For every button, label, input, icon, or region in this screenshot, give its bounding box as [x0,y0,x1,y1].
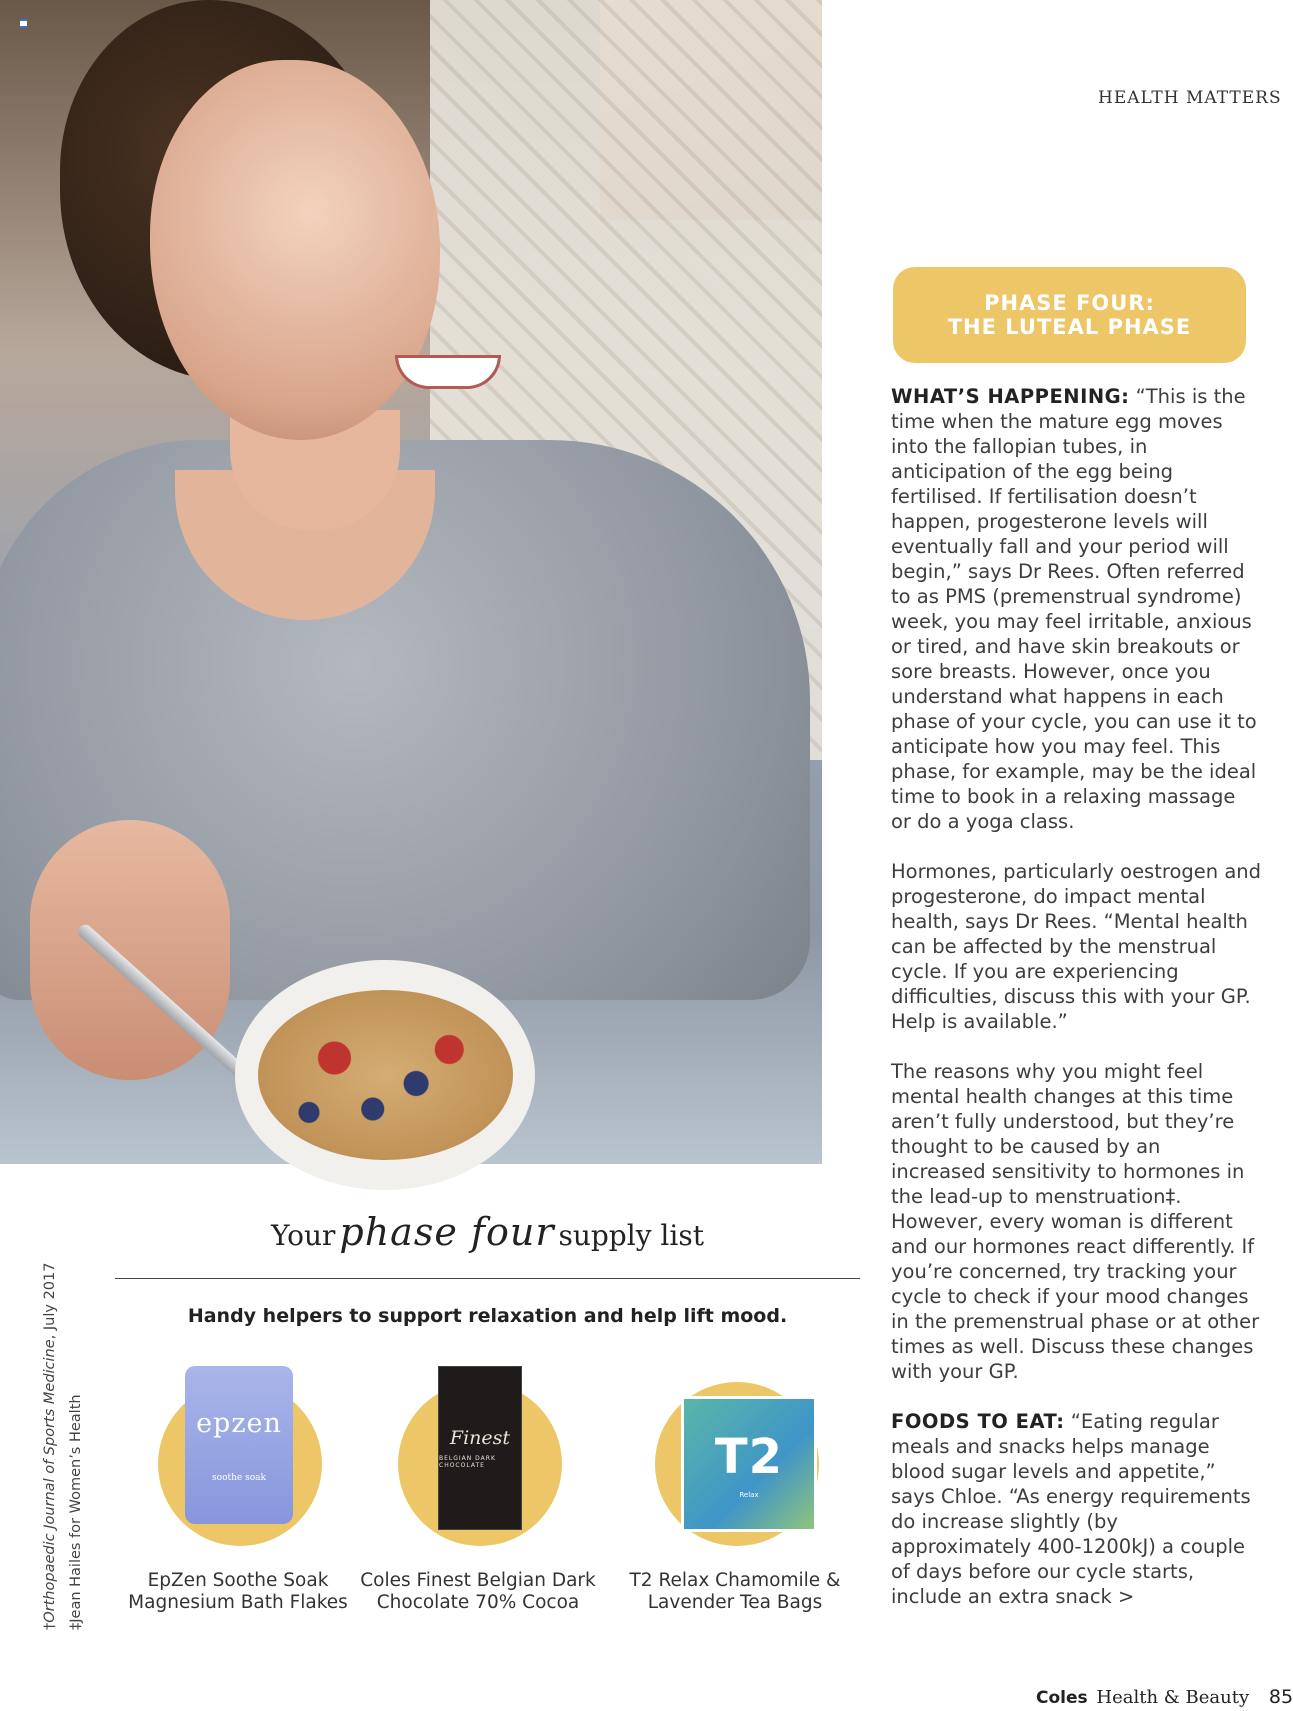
article-paragraph [891,1409,1261,1609]
supply-list-title [115,1210,860,1254]
hero-photo [0,0,822,1164]
t2-tea-pack-image [681,1396,817,1532]
phase-heading [893,267,1246,363]
pack-label: Relax [739,1491,759,1499]
supply-subtitle: Handy helpers to support relaxation and help lift mood. [187,1305,788,1327]
phase-heading-line1: PHASE FOUR: [984,291,1155,315]
photo-credits [37,1210,93,1630]
product-name: T2 Relax Chamomile & Lavender Tea Bags [629,1570,841,1613]
page-number: 85 [1268,1686,1293,1708]
article-body [891,384,1261,1634]
pack-brand: T2 [714,1429,784,1485]
credit-line-2: ‡Jean Hailes for Women’s Health [68,1394,84,1630]
section-label: HEALTH MATTERS [1098,88,1282,108]
credit-mark: † [42,1622,58,1630]
corner-mark-icon [20,19,27,28]
product-name: EpZen Soothe Soak Magnesium Bath Flakes [128,1570,348,1613]
epzen-pack-image [185,1366,293,1524]
chocolate-pack-image [438,1366,522,1530]
supply-title-post: supply list [558,1219,704,1252]
pack-brand: Finest [449,1427,511,1449]
supply-divider [115,1278,860,1279]
paragraph-text: “This is the time when the mature egg moves into the fallopian tubes, in anticipation of the egg being fertilised. If fertilisation doesn’t happen, progesterone levels will eventually fall and your period will begin,” says Dr Rees. Often referred to as PMS (premenstrual syndrome) week, you may feel irritable, anxious or tired, and have skin breakouts or sore breasts. However, once you understand what happens in each phase of your cycle, you can use it to anticipate how you may feel. This phase, for example, may be the ideal time to book in a relaxing massage or do a yoga class. [891,385,1257,833]
product-name: Coles Finest Belgian Dark Chocolate 70% Cocoa [360,1570,596,1613]
footer-magazine: Health & Beauty [1096,1687,1250,1708]
page-footer [1036,1686,1293,1708]
supply-title-script: phase four [339,1210,555,1254]
credit-line-1 [37,1210,63,1630]
article-paragraph [891,384,1261,834]
photo-muesli [258,990,513,1160]
article-paragraph: The reasons why you might feel mental health changes at this time aren’t fully understood, but they’re thought to be caused by an increased sensitivity to hormones in the lead-up to menstruation‡. However, every woman is different and our hormones react differently. If you’re concerned, try tracking your cycle to check if your mood changes in the premenstrual phase or at other times as well. Discuss these changes with your GP. [891,1060,1260,1383]
phase-heading-line2: THE LUTEAL PHASE [947,315,1192,339]
footer-store: Coles [1036,1688,1088,1708]
supply-title-pre: Your [271,1219,336,1252]
paragraph-lead: FOODS TO EAT: [891,1410,1065,1433]
pack-label: soothe soak [212,1472,266,1483]
credit-date: , July 2017 [42,1262,58,1340]
credit-journal: Orthopaedic Journal of Sports Medicine [42,1339,58,1623]
pack-label: BELGIAN DARK CHOCOLATE [439,1455,496,1469]
article-paragraph: Hormones, particularly oestrogen and progesterone, do impact mental health, says Dr Rees. “Mental health can be affected by the menstrual cycle. If you are experiencing difficulties, discuss this with your GP. Help is available.” [891,860,1262,1033]
photo-face [150,60,440,440]
paragraph-text: “Eating regular meals and snacks helps manage blood sugar levels and appetite,” says Chloe. “As energy requirements do increase slightly (by approximately 400-1200kJ) a couple of days before our cycle starts, include an extra snack > [891,1410,1251,1608]
paragraph-lead: WHAT’S HAPPENING: [891,385,1130,408]
pack-brand: epzen [196,1407,282,1439]
